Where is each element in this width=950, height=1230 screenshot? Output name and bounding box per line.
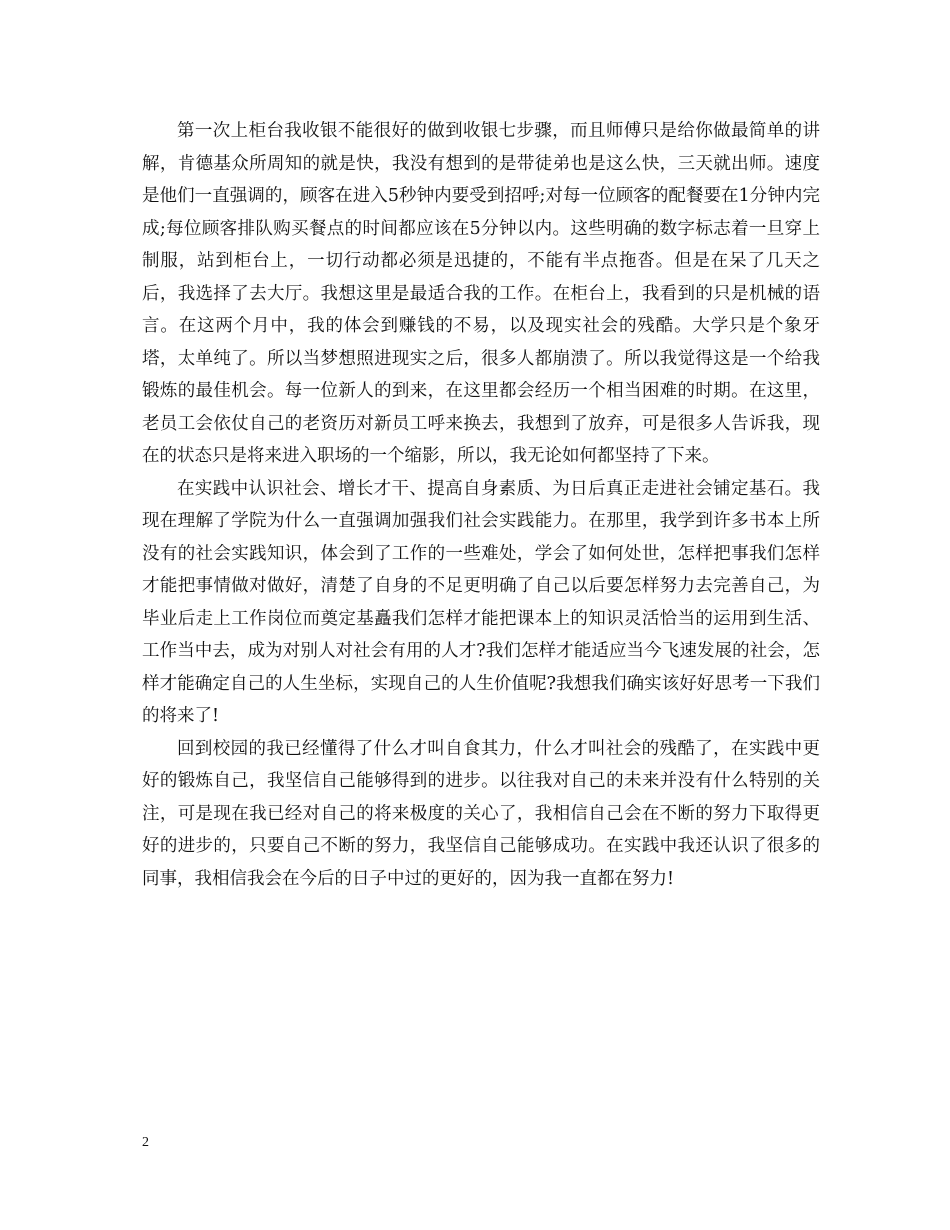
paragraph-2: 在实践中认识社会、增长才干、提高自身素质、为日后真正走进社会铺定基石。我现在理解了学院为什么一直强调加强我们社会实践能力。在那里，我学到许多书本上所没有的社会实践知识，体会到了工作的一些难处，学会了如何处世，怎样把事我们怎样才能把事情做对做好，清楚了自身的不足更明确了自己以后要怎样努力去完善自己，为毕业后走上工作岗位而奠定基矗我们怎样才能把课本上的知识灵活恰当的运用到生活、工作当中去，成为对别人对社会有用的人才?我们怎样才能适应当今飞速发展的社会，怎样才能确定自己的人生坐标，实现自己的人生价值呢?我想我们确实该好好思考一下我们的将来了!	[142, 478, 820, 726]
document-body	[142, 115, 820, 895]
paragraph-1: 第一次上柜台我收银不能很好的做到收银七步骤，而且师傅只是给你做最简单的讲解，肯德基众所周知的就是快，我没有想到的是带徒弟也是这么快，三天就出师。速度是他们一直强调的，顾客在进入5秒钟内要受到招呼;对每一位顾客的配餐要在1分钟内完成;每位顾客排队购买餐点的时间都应该在5分钟以内。这些明确的数字标志着一旦穿上制服，站到柜台上，一切行动都必须是迅捷的，不能有半点拖沓。但是在呆了几天之后，我选择了去大厅。我想这里是最适合我的工作。在柜台上，我看到的只是机械的语言。在这两个月中，我的体会到赚钱的不易，以及现实社会的残酷。大学只是个象牙塔，太单纯了。所以当梦想照进现实之后，很多人都崩溃了。所以我觉得这是一个给我锻炼的最佳机会。每一位新人的到来，在这里都会经历一个相当困难的时期。在这里，老员工会依仗自己的老资历对新员工呼来换去，我想到了放弃，可是很多人告诉我，现在的状态只是将来进入职场的一个缩影，所以，我无论如何都坚持了下来。	[142, 121, 820, 466]
page-number: 2	[142, 1135, 149, 1150]
paragraph-3: 回到校园的我已经懂得了什么才叫自食其力，什么才叫社会的残酷了，在实践中更好的锻炼自己，我坚信自己能够得到的进步。以往我对自己的未来并没有什么特别的关注，可是现在我已经对自己的将来极度的关心了，我相信自己会在不断的努力下取得更好的进步的，只要自己不断的努力，我坚信自己能够成功。在实践中我还认识了很多的同事，我相信我会在今后的日子中过的更好的，因为我一直都在努力!	[142, 738, 820, 889]
